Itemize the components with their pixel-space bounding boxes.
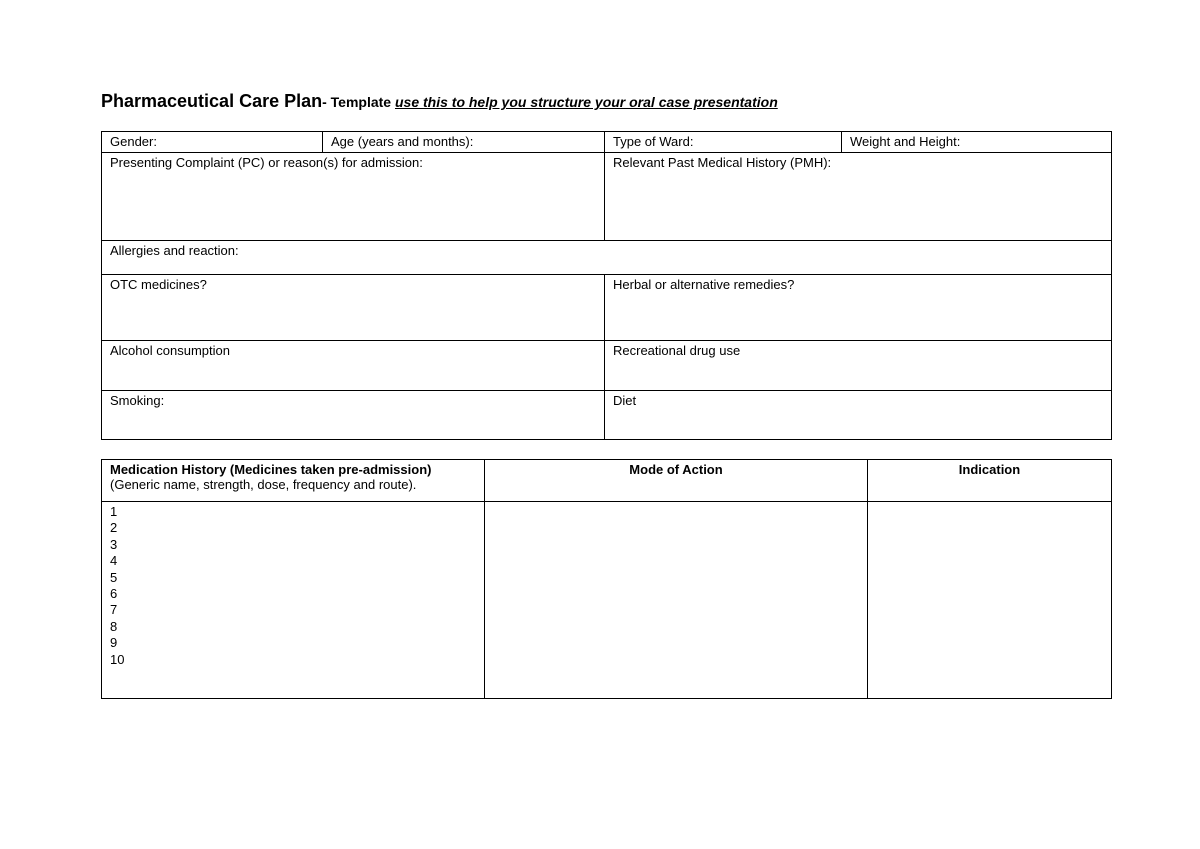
gender-label: Gender: bbox=[110, 134, 157, 149]
weight-height-label: Weight and Height: bbox=[850, 134, 961, 149]
alcohol-field[interactable] bbox=[102, 341, 605, 391]
age-label: Age (years and months): bbox=[331, 134, 474, 149]
list-item: 4 bbox=[110, 553, 118, 569]
allergies-field[interactable] bbox=[102, 241, 1112, 275]
list-item: 10 bbox=[110, 651, 125, 667]
indication-cell[interactable] bbox=[868, 502, 1112, 699]
mode-of-action-label: Mode of Action bbox=[629, 462, 723, 477]
recreational-drug-field[interactable] bbox=[605, 341, 1112, 391]
herbal-remedies-field[interactable] bbox=[605, 275, 1112, 341]
diet-field[interactable] bbox=[605, 391, 1112, 440]
otc-medicines-field[interactable] bbox=[102, 275, 605, 341]
smoking-field[interactable] bbox=[102, 391, 605, 440]
list-item: 6 bbox=[110, 586, 118, 602]
medication-history-title: Medication History (Medicines taken pre-admission) bbox=[110, 462, 432, 477]
past-medical-history-field[interactable] bbox=[605, 153, 1112, 241]
page-title bbox=[101, 89, 778, 115]
otc-medicines-label: OTC medicines? bbox=[110, 277, 207, 292]
indication-label: Indication bbox=[958, 462, 1021, 477]
medication-history-table bbox=[101, 459, 1112, 699]
list-item: 8 bbox=[110, 618, 118, 634]
medication-history-header bbox=[102, 460, 485, 502]
medication-list-cell[interactable] bbox=[102, 502, 485, 699]
gender-field[interactable] bbox=[102, 132, 323, 153]
recreational-drug-label: Recreational drug use bbox=[613, 343, 741, 358]
mode-of-action-cell[interactable] bbox=[485, 502, 868, 699]
title-main: Pharmaceutical Care Plan bbox=[101, 91, 323, 111]
title-note: use this to help you structure your oral case presentation bbox=[394, 94, 778, 110]
title-sub: - Template bbox=[322, 94, 395, 110]
list-item: 2 bbox=[110, 520, 118, 536]
ward-label: Type of Ward: bbox=[613, 134, 694, 149]
list-item: 1 bbox=[110, 504, 118, 519]
past-medical-history-label: Relevant Past Medical History (PMH): bbox=[613, 155, 832, 170]
medication-number-list bbox=[110, 504, 476, 668]
indication-header bbox=[868, 460, 1112, 502]
presenting-complaint-field[interactable] bbox=[102, 153, 605, 241]
list-item: 3 bbox=[110, 536, 118, 552]
list-item: 7 bbox=[110, 602, 118, 618]
herbal-remedies-label: Herbal or alternative remedies? bbox=[613, 277, 795, 292]
mode-of-action-header bbox=[485, 460, 868, 502]
age-field[interactable] bbox=[323, 132, 605, 153]
list-item: 9 bbox=[110, 635, 118, 651]
smoking-label: Smoking: bbox=[110, 393, 165, 408]
alcohol-label: Alcohol consumption bbox=[110, 343, 230, 358]
ward-field[interactable] bbox=[605, 132, 842, 153]
presenting-complaint-label: Presenting Complaint (PC) or reason(s) for admission: bbox=[110, 155, 423, 170]
allergies-label: Allergies and reaction: bbox=[110, 243, 239, 258]
diet-label: Diet bbox=[613, 393, 637, 408]
list-item: 5 bbox=[110, 569, 118, 585]
medication-history-subtitle: (Generic name, strength, dose, frequency and route). bbox=[110, 477, 417, 492]
patient-info-table bbox=[101, 131, 1112, 440]
weight-height-field[interactable] bbox=[842, 132, 1112, 153]
